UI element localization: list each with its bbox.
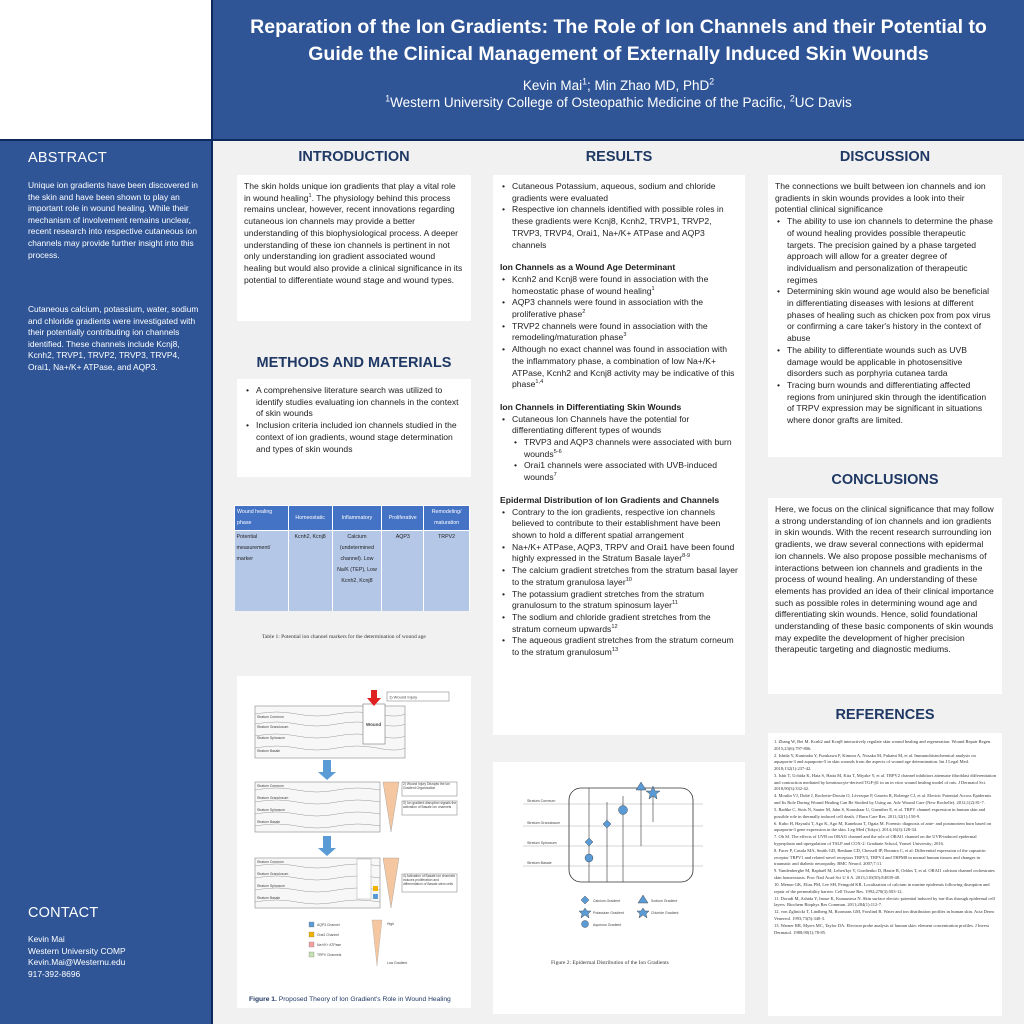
fig1-skin-panel-2: [255, 782, 399, 832]
table-header: Inflammatory: [332, 506, 382, 531]
results-panel: [493, 175, 745, 735]
results-item: • AQP3 channels were found in association with the proliferative phase$^2$: [500, 297, 738, 320]
results-item: • Cutaneous Potassium, aqueous, sodium and chloride gradients were evaluated: [500, 181, 738, 204]
table1-caption: Table 1: Potential ion channel markers for the determination of wound age: [262, 634, 426, 640]
fig1-legend-label: TRPV Channels: [317, 953, 342, 957]
abstract-paragraph-1: Unique ion gradients have been discovered in the skin and have been shown to play an important role in wound healing. While their mechanism of involvement remains unclear, recent research into respective cutaneous ion channels may provide further insight into this process.: [28, 180, 198, 260]
fig1-layer-label: Stratum Spinosum: [257, 884, 285, 888]
results-item: • Contrary to the ion gradients, respective ion channels believed to contribute to their establishment have been shown to hold a different spatial arrangement: [500, 507, 738, 542]
results-item: • Respective ion channels identified with possible roles in these gradients were Kcnj8, Kcnh2, TRVP1, TRVP2, TRVP3, TRVP4, Orai1, Na+/K+ ATPase and AQP3 channels: [500, 204, 738, 251]
discussion-panel: [768, 175, 1002, 457]
reference-item: 5. Radtke C, Sinis N, Sauter M, Jahn S, Kraushaar U, Guenther E, et al. TRPV channel expression in human skin and possible role in thermally induced cell death. J Burn Care Res. 2011;32(1):150-9.: [774, 806, 986, 819]
conclusions-text: Here, we focus on the clinical significance that may follow a strong understanding of ion channels and ion gradients in skin wounds. With the recent research surrounding ion gradients, we draw several connections with epidermal ion channels. We also propose possible mechanisms of interactions between ion channels and gradients in the process of wound healing. An understanding of these elements has provided an idea of their clinical importance such as possible roles in determining wound age and differentiating skin wounds. Hence, solid foundational understanding of these basic components of skin wounds may expedite the development of higher precision therapeutic targeting and diagnostic mediums.: [775, 504, 994, 655]
conclusions-title: CONCLUSIONS: [831, 472, 939, 488]
contact-phone: 917-392-8696: [28, 968, 81, 979]
fig1-layer-label: Stratum Basale: [257, 896, 281, 900]
contact-org: Western University COMP: [28, 945, 126, 956]
affiliations: $^1$Western University College of Osteopathic Medicine of the Pacific, $^2$UC Davis: [385, 93, 852, 110]
table-cell: Kcnh2, Kcnj8: [288, 531, 332, 611]
results-item: • The calcium gradient stretches from the stratum basal layer to the stratum granulosa layer$^{10}$: [500, 565, 738, 588]
authors: Kevin Mai$^1$; Min Zhao MD, PhD$^2$: [522, 76, 715, 93]
results-item: • The aqueous gradient stretches from the stratum corneum to the stratum granulosum$^{13}$: [500, 635, 738, 658]
conclusions-panel: [768, 498, 1002, 694]
fig1-legend-high: High: [387, 922, 394, 926]
results-item: • Cutaneous Ion Channels have the potential for differentiating different types of wounds: [500, 414, 738, 437]
fig1-box3: 3) Ion gradient disruption signals the activation of Basale Ion channels: [403, 801, 457, 809]
fig1-legend-low: Low Gradient: [387, 961, 408, 965]
reference-item: 6. Kubo H, Hayashi T, Ago K, Ago M, Kanekura T, Ogata M. Forensic diagnosis of ante- and postmortem burn based on aquaporin-3 gene expression in the skin. Leg Med (Tokyo). 2014;16(3):128-34.: [774, 820, 992, 833]
discussion-item: • Determining skin wound age would also be beneficial in differentiating diseases with lesions at different phases of healing such as chicken pox from pox virus or confirming a care taker's history in the context of abuse: [775, 286, 995, 345]
fig2-legend-label: Potassium Gradient: [593, 911, 624, 915]
fig1-layer-label: Stratum Corneum: [257, 784, 284, 788]
fig2-legend-label: Sodium Gradient: [651, 899, 678, 903]
reference-item: 9. Vandenberghe M, Raphaël M, Lehen'kyi V, Gordienko D, Hastie R, Oddos T, et al. ORAI1 calcium channel orchestrates skin homeostasis. Proc Natl Acad Sci U S A. 2013;110(50):E4839-48.: [774, 868, 995, 880]
reference-item: 12. von Zglinicki T, Lindberg M, Roomans GM, Forslind B. Water and ion distribution profiles in human skin. Acta Derm Venereol. 1993;73(5):340-3.: [774, 909, 994, 921]
table-ion-markers: [234, 505, 470, 611]
reference-item: 3. Ishii T, Uchida K, Hata S, Hatta M, Kita T, Miyake Y, et al. TRPV2 channel inhibitors attenuate fibroblast differentiation and contraction mediated by keratinocyte-derived TGF-β1 in an in vitro wound healing model of rats. J Dermatol Sci. 2018;90(3):332-42.: [774, 772, 996, 792]
fig1-layer-label: Stratum Corneum: [257, 715, 284, 719]
fig2-markers: [585, 782, 660, 862]
results-subitem: • TRVP3 and AQP3 channels were associated with burn wounds$^{5-6}$: [500, 437, 738, 460]
wound-arrow-icon: [366, 676, 386, 691]
results-title: RESULTS: [585, 149, 653, 165]
reference-item: 13. Warner RR, Myers MC, Taylor DA. Electron probe analysis of human skin: element concentration profiles. J Invest Dermatol. 1988;90(1):78-85.: [774, 923, 989, 935]
discussion-item: • The ability to use ion channels to determine the phase of wound healing provides possible therapeutic targets. The precision gained by a phase targeted approach will allow for a greater degree of individualism and personalization of therapeutic regimes: [775, 216, 995, 286]
table-header: Proliferative: [382, 506, 424, 531]
contact-email[interactable]: Kevin.Mai@Westernu.edu: [28, 957, 126, 968]
figure2-panel: [493, 762, 745, 1014]
reference-item: 2. Ishida Y, Kuninaka Y, Furukawa F, Kimura A, Nosaka M, Fukami M, et al. Immunohistochemical analysis on aquaporin-3 and aquaporin-5 in skin wounds from the aspects of wound age determination. Int J Legal Med. 2018;132(1):237-42.: [774, 752, 976, 771]
reference-item: 8. Facer P, Casula MA, Smith GD, Benham CD, Chessell IP, Bountra C, et al. Differential expression of the capsaicin receptor TRPV1 and related novel receptors TRPV3, TRPV4 and TRPM8 in normal human tissues and changes in traumatic and diabetic neuropathy. BMC Neurol. 2007;7:11.: [774, 848, 986, 867]
results-item: • Kcnh2 and Kcnj8 were found in association with the homeostatic phase of wound healing$^1$: [500, 274, 738, 297]
contact-name: Kevin Mai: [28, 934, 65, 944]
left-sidebar: [0, 141, 213, 1024]
fig2-legend-label: Chloride Gradient: [651, 911, 679, 915]
results-subheading: Epidermal Distribution of Ion Gradients and Channels: [500, 494, 720, 505]
poster-header: [213, 0, 1024, 141]
fig1-layer-label: Stratum Basale: [257, 749, 281, 753]
table-cell: AQP3: [382, 531, 424, 611]
fig1-legend: [309, 920, 407, 966]
fig1-box4: 4) Activation of Basale ion channels induces proliferation and differentiation of Basale stem cells: [403, 874, 456, 886]
references-panel: [768, 733, 1002, 1016]
discussion-item: • Tracing burn wounds and differentiating affected regions from uninjured skin through the identification of TRPV expression may be significant in situations where donor grafts are limited.: [775, 380, 995, 427]
table-cell: TRPV2: [424, 531, 470, 611]
fig2-layer-label: Stratum Spinosum: [527, 841, 557, 845]
introduction-title: INTRODUCTION: [298, 149, 410, 165]
contact-info: [28, 934, 200, 980]
fig2-legend: [579, 895, 678, 928]
fig1-legend-label: AQP3 Channel: [317, 923, 340, 927]
results-item: • The sodium and chloride gradient stretches from the stratum corneum upwards$^{12}$: [500, 612, 738, 635]
fig1-layer-label: Stratum Granulosum: [257, 725, 289, 729]
fig1-skin-panel-3: [255, 858, 399, 908]
table-row: [235, 531, 470, 611]
fig1-layer-label: Stratum Granulosum: [257, 796, 289, 800]
fig1-legend-label: Na+/K+ ATPase: [317, 943, 342, 947]
methods-panel: [237, 379, 471, 477]
abstract-title: ABSTRACT: [28, 150, 107, 166]
fig1-layer-label: Stratum Basale: [257, 820, 281, 824]
figure2-diagram: [493, 762, 745, 952]
figure1-diagram: [237, 676, 471, 986]
references-title: REFERENCES: [835, 707, 935, 723]
fig2-layer-label: Stratum Granulosum: [527, 821, 561, 825]
reference-item: 11. Dorudi M, Ashida Y, Inoue K, Kumazawa N. Skin surface electric potential induced by ion-flux through epidermal cell layers. Biochem Biophys Res Commun. 2011;284(1):112-7.: [774, 895, 995, 908]
discussion-item: • The ability to differentiate wounds such as UVB damage would be applicable in photosensitive disorders such as porphyria cutanea tarda: [775, 345, 995, 380]
introduction-panel: The skin holds unique ion gradients that play a vital role in wound healing$^1$. The physiology behind this process remains unclear, however, recent innovations regarding cutaneous ion channels may provide a better understanding of this biophysiological process. A deeper understanding of these ion channels is pertinent in not only understanding ion gradient associated wound healing but would also provide a clinical significance in its potential to differentiate wound stage and wound types.: [237, 175, 471, 321]
reference-item: 10. Menon GK, Elias PM, Lee SH, Feingold KR. Localization of calcium in murine epidermis following disruption and repair of the permeability barrier. Cell Tissue Res. 1992;270(3):503-12.: [774, 881, 990, 894]
contact-title: CONTACT: [28, 905, 99, 921]
fig1-layer-label: Stratum Spinosum: [257, 808, 285, 812]
poster-title: Reparation of the Ion Gradients: The Role of Ion Channels and their Potential to Guide the Clinical Management of Externally Induced Skin Wounds: [250, 16, 987, 65]
fig2-legend-label: Aqueous Gradient: [593, 923, 622, 927]
fig1-box1: 1) Wound Injury: [389, 694, 418, 700]
reference-item: 4. Moulin VJ, Dubé J, Rochette-Drouin O, Lévesque P, Gauvin R, Roberge CJ, et al. Electric Potential Across Epidermis and Its Role During Wound Healing Can Be Studied by Using an. Adv Wound Care (New Rochelle). 2012;1(2):81-7.: [774, 793, 992, 805]
table-header: Homeostatic: [288, 506, 332, 531]
results-subitem: • Orai1 channels were associated with UVB-induced wounds$^7$: [500, 460, 738, 483]
reference-item: 7. Oh SJ. The effects of UVB on ORAI1 channel and the role of ORAI1 channel on the UVB-induced epidermal hyperplasia and upregulation of TSLP and COX-2: Graduate School, Yonsei University; 2016.: [774, 834, 977, 846]
results-subheading: Ion Channels as a Wound Age Determinant: [500, 262, 676, 273]
table-cell: Calcium (undetermined channel). Low Na/K (TEP), Low Kcnh2, Kcnj8: [332, 531, 382, 611]
fig1-layer-label: Stratum Spinosum: [257, 736, 285, 740]
reference-item: 1. Zhang W, Bei M. Kcnh2 and Kcnj8 interactively regulate skin wound healing and regeneration. Wound Repair Regen. 2015;23(6):797-806.: [774, 739, 992, 751]
fig2-layer-label: Stratum Corneum: [527, 799, 556, 803]
fig1-legend-label: Orai1 Channel: [317, 933, 339, 937]
fig1-layer-label: Stratum Corneum: [257, 860, 284, 864]
results-item: • Although no exact channel was found in association with the inflammatory phase, a combination of low Na+/K+ ATPase, Kcnh2 and Kcnj8 activity may be indicative of this phase$^{1,4}$: [500, 344, 738, 391]
results-subheading: Ion Channels in Differentiating Skin Wounds: [500, 401, 682, 412]
discussion-title: DISCUSSION: [839, 149, 931, 165]
figure1-panel: [237, 676, 471, 1008]
discussion-lead: The connections we built between ion channels and ion gradients in skin wounds provides a look into their potential clinical significance: [775, 181, 986, 215]
methods-item: • A comprehensive literature search was utilized to identify studies evaluating ion channels in the context of skin wounds: [244, 385, 464, 420]
methods-title: METHODS AND MATERIALS: [256, 355, 452, 371]
methods-item: • Inclusion criteria included ion channels studied in the context of ion gradients, wound stage determination and types of skin wounds: [244, 420, 464, 455]
abstract-paragraph-2: Cutaneous calcium, potassium, water, sodium and chloride gradients were investigated with their potentially contributing ion channels identified. These channels include Kcnj8, Kcnh2, TRVP1, TRVP2, TRVP3, TRVP4, Orai1, Na+/K+ ATPase, and AQP3.: [28, 304, 199, 372]
table-cell: Potential measurement/ marker: [235, 531, 289, 611]
wound-injury-arrow: [367, 690, 381, 706]
fig1-box2: 2) Wound injury Disrupts the Ion Gradient Organization: [403, 782, 451, 790]
table-header-row: [235, 506, 470, 531]
logo-area: [0, 0, 213, 141]
figure2-caption: Figure 2: Epidermal Distribution of the Ion Gradients: [551, 960, 669, 966]
fig1-wound-label: Wound: [366, 722, 382, 727]
fig1-layer-label: Stratum Granulosum: [257, 872, 289, 876]
results-item: • TRVP2 channels were found in association with the remodeling/maturation phase$^3$: [500, 321, 738, 344]
fig2-legend-label: Calcium Gradient: [593, 899, 621, 903]
fig2-layer-label: Stratum Basale: [527, 861, 552, 865]
table-header: Wound healing phase: [235, 506, 289, 531]
down-arrow-icon: [318, 760, 336, 780]
down-arrow-icon: [318, 836, 336, 856]
results-item: • Na+/K+ ATPase, AQP3, TRPV and Orai1 have been found highly expressed in the Stratum Basale layer$^{8-9}$: [500, 542, 738, 565]
results-item: • The potassium gradient stretches from the stratum granulosum to the stratum spinosum layer$^{11}$: [500, 589, 738, 612]
table-header: Remodeling/ maturation: [424, 506, 470, 531]
figure1-caption: Figure 1. Proposed Theory of Ion Gradient's Role in Wound Healing: [249, 996, 451, 1003]
